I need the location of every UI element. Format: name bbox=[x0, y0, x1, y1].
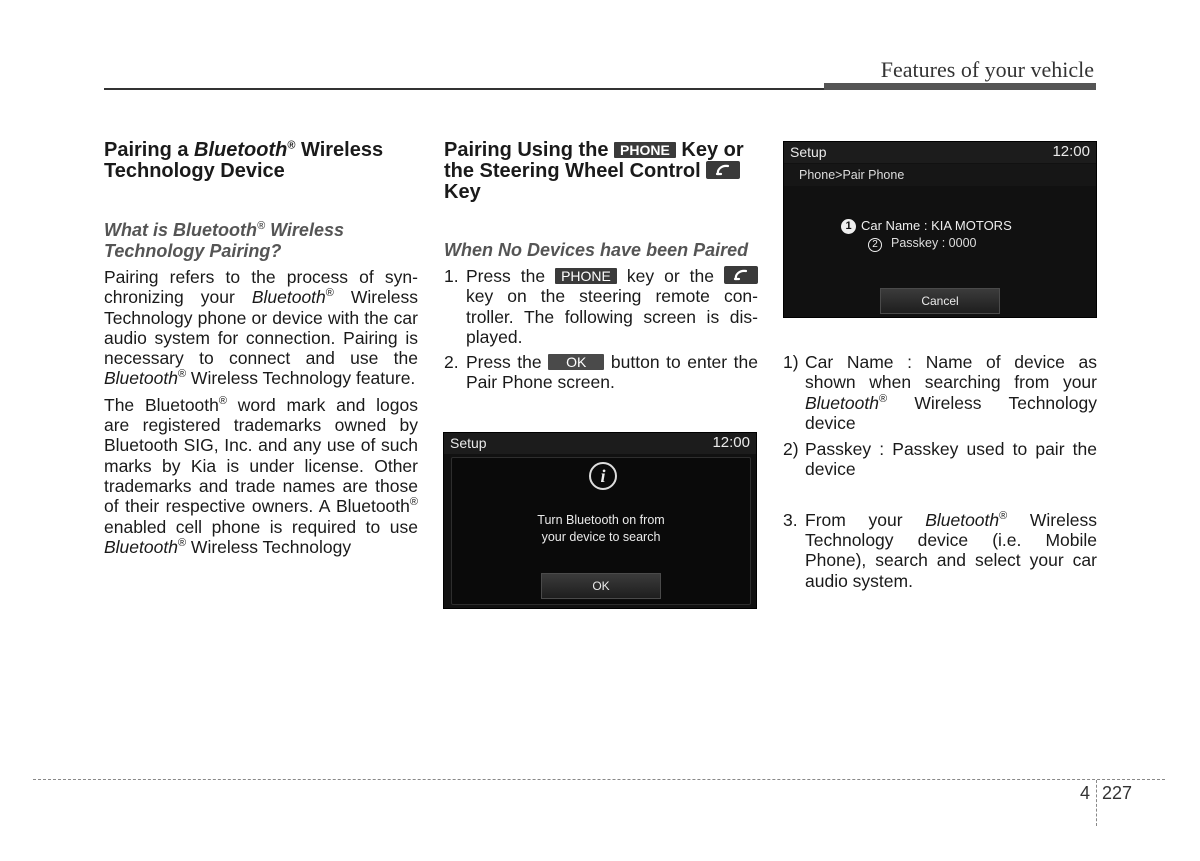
dialog-message: Turn Bluetooth on from your device to search bbox=[537, 513, 665, 544]
screen-turn-bluetooth-on bbox=[443, 432, 757, 609]
ok-button[interactable]: OK bbox=[541, 573, 661, 599]
steps-list bbox=[444, 266, 758, 393]
cancel-button[interactable]: Cancel bbox=[880, 288, 1000, 314]
footer-divider bbox=[1096, 780, 1097, 826]
chapter-number: 4 bbox=[1080, 783, 1091, 803]
screen-clock: 12:00 bbox=[712, 434, 750, 451]
car-name-line: Car Name : KIA MOTORS bbox=[861, 218, 1012, 233]
screen-clock: 12:00 bbox=[1052, 143, 1090, 160]
breadcrumb-bar bbox=[784, 164, 1096, 186]
passkey-line: Passkey : 0000 bbox=[891, 236, 977, 250]
step-2: 2. Press the OK button to enter the Pair Phone screen. bbox=[444, 352, 758, 393]
screen-status-bar bbox=[784, 142, 1096, 163]
phone-key-label: PHONE bbox=[614, 142, 676, 158]
steering-phone-key-icon bbox=[724, 266, 758, 284]
paragraph-trademark-notice: The Bluetooth® word mark and logos are registered trademarks owned by Bluetooth SIG, Inc. and any use of such marks by Kia is under license. Other trademarks and trade names are those of their respective owners. A Bluetooth® enabled cell phone is required to use Bluetooth® Wireless Technology bbox=[104, 394, 418, 557]
column-3 bbox=[783, 352, 1097, 591]
column-2 bbox=[444, 140, 758, 393]
step-1: 1. Press the PHONE key or the key on the steering remote con-troller. The following screen is dis-played. bbox=[444, 266, 758, 347]
screen-pair-phone bbox=[783, 141, 1097, 318]
screen-title: Setup bbox=[790, 144, 827, 160]
subheading-what-is-pairing: What is Bluetooth® Wireless Technology Pairing? bbox=[104, 220, 344, 261]
step-3: 3. From your Bluetooth® Wireless Technology device (i.e. Mobile Phone), search and select your car audio system. bbox=[783, 509, 1097, 591]
dialog-panel bbox=[451, 457, 751, 605]
section-heading-pairing-phone-key: Pairing Using the PHONE Key or the Steering Wheel Control Key bbox=[444, 139, 744, 203]
page-number: 227 bbox=[1102, 783, 1133, 803]
section-heading-pairing-device: Pairing a Bluetooth® Wireless Technology Device bbox=[104, 139, 384, 182]
paragraph-pairing-definition: Pairing refers to the process of syn-chronizing your Bluetooth® Wireless Technology phone or device with the car audio system for connection. Pairing is necessary to connect and use the Bluetooth® Wireless Technology feature. bbox=[104, 267, 418, 389]
callout-1-marker: 1 bbox=[841, 219, 856, 234]
running-header: Features of your vehicle bbox=[880, 57, 1094, 82]
screen-title: Setup bbox=[450, 435, 487, 451]
callout-notes bbox=[783, 352, 1097, 591]
phone-key-label: PHONE bbox=[555, 268, 617, 284]
footer-rule bbox=[33, 779, 1165, 780]
subheading-no-devices-paired: When No Devices have been Paired bbox=[444, 240, 749, 260]
breadcrumb: Phone>Pair Phone bbox=[799, 168, 905, 182]
info-icon: i bbox=[589, 462, 617, 490]
callout-2-marker: 2 bbox=[868, 238, 882, 252]
steering-phone-key-icon bbox=[706, 161, 740, 179]
screen-status-bar bbox=[444, 433, 756, 454]
column-1 bbox=[104, 140, 418, 557]
note-car-name: 1) Car Name : Name of device as shown when searching from your Bluetooth® Wireless Technology device bbox=[783, 352, 1097, 433]
note-passkey: 2) Passkey : Passkey used to pair the device bbox=[783, 439, 1097, 480]
ok-key-label: OK bbox=[548, 354, 604, 370]
header-rule-accent bbox=[824, 83, 1096, 90]
